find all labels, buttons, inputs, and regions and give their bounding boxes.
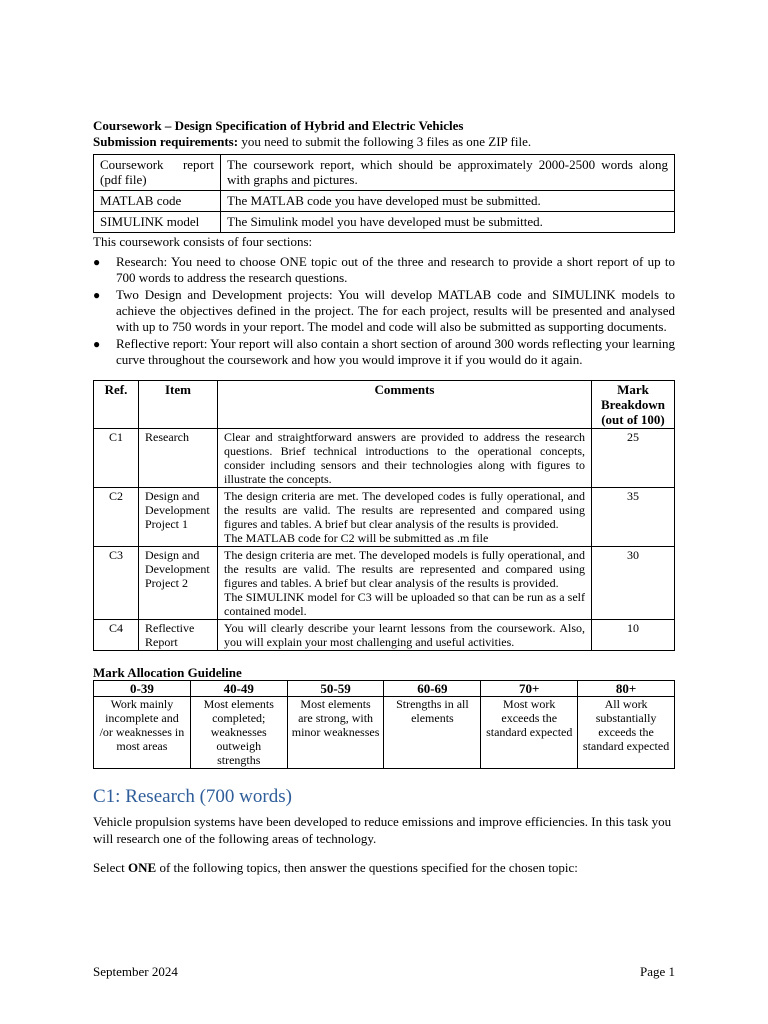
row-comments [218,547,592,620]
marks-row [94,547,675,620]
section-bullet [93,287,675,335]
band-description: Work mainly incomplete and /or weaknesses in most areas [94,697,191,769]
row-ref: C3 [94,547,139,620]
file-name: Coursework report (pdf file) [94,155,221,191]
band-description: All work substantially exceeds the standard expected [578,697,675,769]
row-item: Reflective Report [139,620,218,651]
document-title: Coursework – Design Specification of Hybrid and Electric Vehicles [93,118,464,133]
header-item: Item [139,381,218,429]
header-comments: Comments [218,381,592,429]
footer-page-number: Page 1 [639,964,675,979]
marks-row [94,488,675,547]
sections-intro: This coursework consists of four sections: [93,234,313,249]
row-item: Design and Development Project 1 [139,488,218,547]
file-name: SIMULINK model [94,212,221,233]
guideline-title: Mark Allocation Guideline [93,665,242,680]
bullet-icon: ● [93,337,101,351]
comment-line: You will clearly describe your learnt lessons from the coursework. Also, you will explain your most challenging and useful activities. [224,621,585,649]
band-range: 50-59 [287,681,384,697]
bullet-text: Reflective report: Your report will also contain a short section of around 300 words reflecting your learning curve throughout the coursework and how you would improve it if you would do it again. [116,336,675,367]
guideline-table [93,680,675,769]
file-description: The coursework report, which should be approximately 2000-2500 words along with graphs and pictures. [221,155,675,191]
files-row [94,212,675,233]
header-mark: Mark Breakdown (out of 100) [592,381,675,429]
comment-line: Clear and straightforward answers are provided to address the research questions. Brief technical introductions to the operational concepts, consider including sensors and their technologies along with figures to illustrate the concepts. [224,430,585,486]
document-page [93,118,675,888]
band-description: Most work exceeds the standard expected [481,697,578,769]
band-range: 80+ [578,681,675,697]
c1-intro-paragraph: Vehicle propulsion systems have been developed to reduce emissions and improve efficiencies. In this task you will research one of the following areas of technology. [93,814,672,846]
band-range: 60-69 [384,681,481,697]
band-description: Strengths in all elements [384,697,481,769]
marks-row [94,620,675,651]
select-pre: Select [93,860,129,875]
guideline-desc-row [94,697,675,769]
row-comments [218,488,592,547]
bullet-icon: ● [93,288,101,302]
band-description: Most elements completed; weaknesses outweigh strengths [190,697,287,769]
select-one: ONE [128,860,157,875]
submission-requirements [93,134,675,150]
marks-table [93,380,675,651]
file-description: The MATLAB code you have developed must be submitted. [221,191,675,212]
comment-line: The design criteria are met. The developed models is fully operational, and the results are valid. The results are represented and compared using figures and tables. A brief but clear analysis of the results is provided. [224,548,585,590]
row-ref: C2 [94,488,139,547]
comment-line: The design criteria are met. The developed codes is fully operational, and the results are valid. The results are represented and compared using figures and tables. A brief but clear analysis of the results is provided. [224,489,585,531]
header-ref: Ref. [94,381,139,429]
bullet-icon: ● [93,255,101,269]
sections-list [93,254,675,368]
comment-line: The MATLAB code for C2 will be submitted as .m file [224,531,489,545]
files-row [94,155,675,191]
c1-heading: C1: Research (700 words) [93,786,292,807]
row-mark: 10 [592,620,675,651]
row-item: Research [139,429,218,488]
band-range: 40-49 [190,681,287,697]
band-description: Most elements are strong, with minor weaknesses [287,697,384,769]
marks-header-row [94,381,675,429]
band-range: 0-39 [94,681,191,697]
files-row [94,191,675,212]
row-ref: C1 [94,429,139,488]
bullet-text: Research: You need to choose ONE topic out of the three and research to provide a short report of up to 700 words to address the research questions. [116,254,675,285]
select-post: of the following topics, then answer the questions specified for the chosen topic: [156,860,578,875]
submission-text: you need to submit the following 3 files as one ZIP file. [238,134,532,149]
section-bullet [93,336,675,368]
section-bullet [93,254,675,286]
band-range: 70+ [481,681,578,697]
row-mark: 25 [592,429,675,488]
comment-line: The SIMULINK model for C3 will be uploaded so that can be run as a self contained model. [224,590,585,618]
bullet-text: Two Design and Development projects: You will develop MATLAB code and SIMULINK models to achieve the objectives defined in the project. The for each project, results will be presented and analysed with up to 750 words in your report. The model and code will also be submitted as supporting documents. [116,287,675,334]
footer-date: September 2024 [93,964,178,979]
guideline-header-row [94,681,675,697]
row-mark: 30 [592,547,675,620]
files-table [93,154,675,233]
submission-label: Submission requirements: [93,134,239,149]
row-comments [218,429,592,488]
row-item: Design and Development Project 2 [139,547,218,620]
file-description: The Simulink model you have developed must be submitted. [221,212,675,233]
row-comments [218,620,592,651]
c1-select-paragraph [93,859,675,876]
marks-row [94,429,675,488]
row-mark: 35 [592,488,675,547]
page-footer [93,964,675,980]
file-name: MATLAB code [94,191,221,212]
row-ref: C4 [94,620,139,651]
